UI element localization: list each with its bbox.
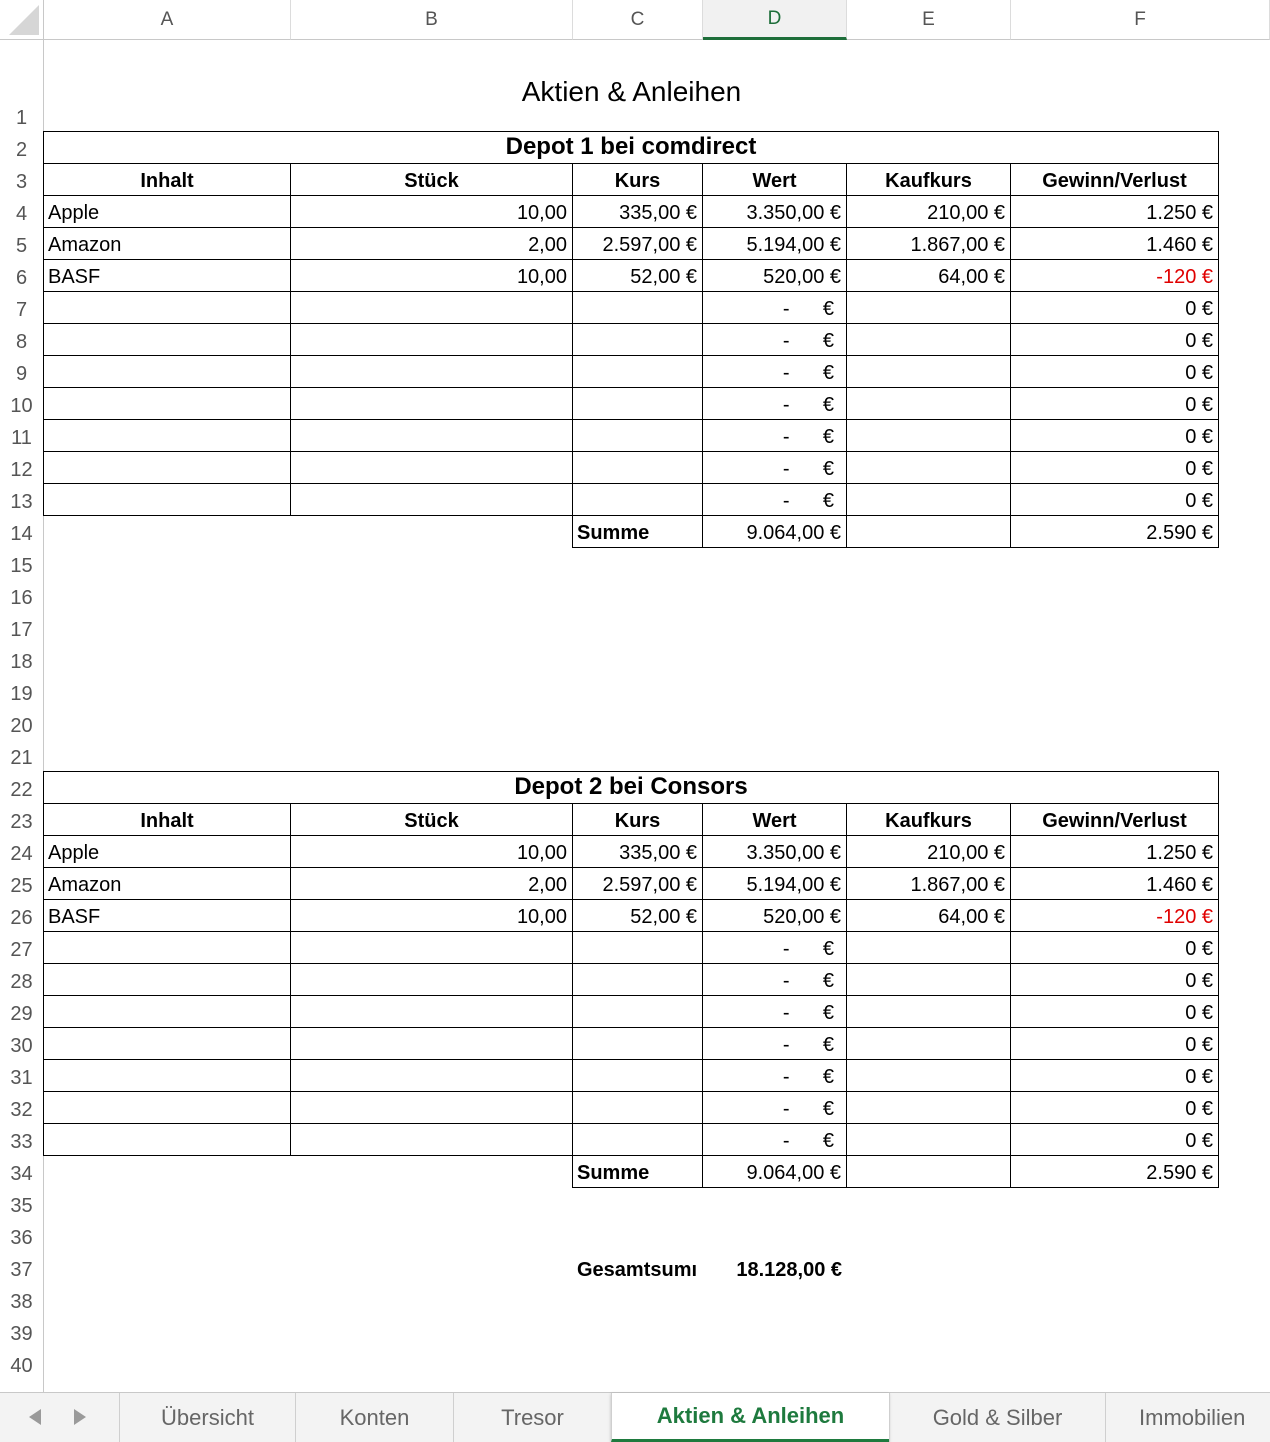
depot-title: Depot 1 bei comdirect — [43, 131, 1219, 164]
row-header[interactable]: 9 — [15, 363, 28, 385]
table-cell-wert[interactable]: 3.350,00 € — [702, 835, 847, 868]
table-cell-stueck[interactable] — [290, 1027, 573, 1060]
table-cell-gv[interactable]: 0 € — [1010, 387, 1219, 420]
table-cell-inhalt[interactable] — [43, 291, 291, 324]
row-header[interactable]: 4 — [15, 203, 28, 225]
column-label-wert: Wert — [702, 803, 847, 836]
row-header[interactable]: 27 — [10, 939, 33, 961]
table-cell-inhalt[interactable] — [43, 931, 291, 964]
table-cell-gv[interactable]: 1.460 € — [1010, 867, 1219, 900]
row-header[interactable]: 12 — [10, 459, 33, 481]
sheet-tab[interactable]: Aktien & Anleihen — [611, 1393, 889, 1442]
table-cell-kaufkurs[interactable] — [846, 451, 1011, 484]
table-cell-kaufkurs[interactable] — [846, 387, 1011, 420]
table-cell-stueck[interactable] — [290, 355, 573, 388]
table-cell-wert[interactable]: - € — [702, 323, 847, 356]
table-cell-kaufkurs[interactable] — [846, 323, 1011, 356]
table-cell-stueck[interactable] — [290, 451, 573, 484]
summe-empty[interactable] — [846, 515, 1011, 548]
table-cell-kurs[interactable] — [572, 1123, 703, 1156]
sheet-tab[interactable]: Immobilien — [1105, 1393, 1270, 1442]
row-header[interactable]: 10 — [10, 395, 33, 417]
sheet-tab[interactable]: Konten — [295, 1393, 453, 1442]
row-header[interactable]: 19 — [10, 683, 33, 705]
row-header[interactable]: 29 — [10, 1003, 33, 1025]
table-cell-stueck[interactable] — [290, 995, 573, 1028]
table-cell-gv[interactable]: 0 € — [1010, 419, 1219, 452]
gesamtsumme-label: Gesamtsumı — [577, 1259, 698, 1281]
table-cell-stueck[interactable]: 2,00 — [290, 227, 573, 260]
table-cell-stueck[interactable] — [290, 419, 573, 452]
table-cell-kaufkurs[interactable]: 64,00 € — [846, 899, 1011, 932]
table-cell-kaufkurs[interactable] — [846, 995, 1011, 1028]
table-cell-inhalt[interactable] — [43, 483, 291, 516]
table-cell-kurs[interactable] — [572, 1059, 703, 1092]
row-header[interactable]: 5 — [15, 235, 28, 257]
column-label-kaufkurs: Kaufkurs — [846, 163, 1011, 196]
row-header[interactable]: 2 — [15, 139, 28, 161]
table-cell-kurs[interactable] — [572, 355, 703, 388]
table-cell-gv[interactable]: 0 € — [1010, 451, 1219, 484]
table-cell-inhalt[interactable] — [43, 355, 291, 388]
table-cell-stueck[interactable] — [290, 323, 573, 356]
table-cell-kurs[interactable] — [572, 1091, 703, 1124]
row-header[interactable]: 3 — [15, 171, 28, 193]
table-cell-inhalt[interactable]: Amazon — [43, 227, 291, 260]
table-cell-wert[interactable]: - € — [702, 483, 847, 516]
table-cell-kurs[interactable] — [572, 323, 703, 356]
row-header[interactable]: 31 — [10, 1067, 33, 1089]
table-cell-wert[interactable]: - € — [702, 1027, 847, 1060]
table-cell-inhalt[interactable] — [43, 387, 291, 420]
row-header[interactable]: 18 — [10, 651, 33, 673]
table-cell-gv[interactable]: 0 € — [1010, 963, 1219, 996]
column-label-kurs: Kurs — [572, 163, 703, 196]
table-cell-kurs[interactable] — [572, 387, 703, 420]
table-cell-stueck[interactable]: 10,00 — [290, 835, 573, 868]
table-cell-kaufkurs[interactable] — [846, 419, 1011, 452]
table-cell-stueck[interactable] — [290, 291, 573, 324]
table-cell-inhalt[interactable]: Apple — [43, 835, 291, 868]
table-cell-inhalt[interactable]: Amazon — [43, 867, 291, 900]
row-header[interactable]: 37 — [10, 1259, 33, 1281]
table-cell-wert[interactable]: - € — [702, 1123, 847, 1156]
sheet-tab[interactable]: Tresor — [453, 1393, 611, 1442]
table-cell-gv[interactable]: 1.460 € — [1010, 227, 1219, 260]
row-header[interactable]: 14 — [10, 523, 33, 545]
table-cell-kurs[interactable] — [572, 963, 703, 996]
table-cell-kaufkurs[interactable] — [846, 1091, 1011, 1124]
row-header[interactable]: 21 — [10, 747, 33, 769]
row-header[interactable]: 7 — [15, 299, 28, 321]
table-cell-inhalt[interactable]: BASF — [43, 259, 291, 292]
triangle-left-icon[interactable] — [25, 1407, 45, 1427]
table-cell-gv[interactable]: 1.250 € — [1010, 835, 1219, 868]
row-header[interactable]: 23 — [10, 811, 33, 833]
table-cell-kurs[interactable]: 52,00 € — [572, 899, 703, 932]
sheet-tab[interactable]: Übersicht — [119, 1393, 295, 1442]
table-cell-kurs[interactable] — [572, 1027, 703, 1060]
table-cell-wert[interactable]: - € — [702, 387, 847, 420]
table-cell-inhalt[interactable] — [43, 451, 291, 484]
table-cell-wert[interactable]: 5.194,00 € — [702, 867, 847, 900]
table-cell-gv[interactable]: 0 € — [1010, 1059, 1219, 1092]
sheet-tab[interactable]: Gold & Silber — [889, 1393, 1105, 1442]
table-cell-inhalt[interactable]: BASF — [43, 899, 291, 932]
table-cell-kaufkurs[interactable] — [846, 291, 1011, 324]
table-cell-kurs[interactable] — [572, 483, 703, 516]
column-header-filler — [1219, 0, 1270, 40]
table-cell-wert[interactable]: - € — [702, 355, 847, 388]
table-cell-inhalt[interactable] — [43, 1123, 291, 1156]
table-cell-stueck[interactable] — [290, 1091, 573, 1124]
table-cell-kaufkurs[interactable]: 210,00 € — [846, 195, 1011, 228]
row-header[interactable]: 35 — [10, 1195, 33, 1217]
table-cell-wert[interactable]: 3.350,00 € — [702, 195, 847, 228]
row-header[interactable]: 15 — [10, 555, 33, 577]
table-cell-stueck[interactable] — [290, 1059, 573, 1092]
table-cell-kaufkurs[interactable] — [846, 1123, 1011, 1156]
table-cell-wert[interactable]: 520,00 € — [702, 899, 847, 932]
table-cell-kurs[interactable] — [572, 995, 703, 1028]
table-cell-inhalt[interactable] — [43, 963, 291, 996]
table-cell-stueck[interactable] — [290, 963, 573, 996]
table-cell-gv[interactable]: 0 € — [1010, 1091, 1219, 1124]
table-cell-kurs[interactable]: 335,00 € — [572, 195, 703, 228]
table-cell-stueck[interactable]: 2,00 — [290, 867, 573, 900]
table-cell-stueck[interactable]: 10,00 — [290, 899, 573, 932]
row-header[interactable]: 38 — [10, 1291, 33, 1313]
table-cell-wert[interactable]: - € — [702, 451, 847, 484]
depot-title: Depot 2 bei Consors — [43, 771, 1219, 804]
table-cell-wert[interactable]: - € — [702, 1059, 847, 1092]
column-label-kurs: Kurs — [572, 803, 703, 836]
column-header-b[interactable]: B — [291, 0, 573, 40]
row-header[interactable]: 8 — [15, 331, 28, 353]
table-cell-kaufkurs[interactable]: 64,00 € — [846, 259, 1011, 292]
column-header-e[interactable]: E — [847, 0, 1011, 40]
column-label-gv: Gewinn/Verlust — [1010, 803, 1219, 836]
table-cell-kurs[interactable] — [572, 291, 703, 324]
summe-gewinn-verlust[interactable]: 2.590 € — [1010, 1155, 1219, 1188]
row-header[interactable]: 24 — [10, 843, 33, 865]
row-header[interactable]: 11 — [11, 427, 32, 449]
column-header-f[interactable]: F — [1011, 0, 1270, 40]
table-cell-kurs[interactable] — [572, 419, 703, 452]
column-label-stueck: Stück — [290, 803, 573, 836]
column-label-inhalt: Inhalt — [43, 803, 291, 836]
column-header-c[interactable]: C — [573, 0, 703, 40]
table-cell-stueck[interactable] — [290, 387, 573, 420]
summe-wert[interactable]: 9.064,00 € — [702, 1155, 847, 1188]
table-cell-kaufkurs[interactable]: 210,00 € — [846, 835, 1011, 868]
row-header[interactable]: 6 — [15, 267, 28, 289]
row-header[interactable]: 17 — [10, 619, 33, 641]
column-label-inhalt: Inhalt — [43, 163, 291, 196]
table-cell-wert[interactable]: - € — [702, 419, 847, 452]
table-cell-kurs[interactable]: 335,00 € — [572, 835, 703, 868]
table-cell-inhalt[interactable] — [43, 419, 291, 452]
table-cell-kaufkurs[interactable] — [846, 1059, 1011, 1092]
row-header[interactable]: 16 — [10, 587, 33, 609]
table-cell-gv[interactable]: 1.250 € — [1010, 195, 1219, 228]
table-cell-stueck[interactable] — [290, 931, 573, 964]
table-cell-stueck[interactable]: 10,00 — [290, 195, 573, 228]
column-label-stueck: Stück — [290, 163, 573, 196]
table-cell-gv[interactable]: 0 € — [1010, 1123, 1219, 1156]
gesamtsumme-value[interactable]: 18.128,00 € — [736, 1259, 842, 1281]
row-header[interactable]: 30 — [10, 1035, 33, 1057]
summe-label: Summe — [572, 515, 703, 548]
table-cell-stueck[interactable] — [290, 483, 573, 516]
table-cell-gv[interactable]: 0 € — [1010, 323, 1219, 356]
row-header[interactable]: 32 — [10, 1099, 33, 1121]
table-cell-inhalt[interactable]: Apple — [43, 195, 291, 228]
summe-empty[interactable] — [846, 1155, 1011, 1188]
summe-gewinn-verlust[interactable]: 2.590 € — [1010, 515, 1219, 548]
table-cell-inhalt[interactable] — [43, 995, 291, 1028]
table-cell-gv[interactable]: 0 € — [1010, 931, 1219, 964]
row-header[interactable]: 1 — [15, 107, 28, 129]
row-header[interactable]: 33 — [10, 1131, 33, 1153]
table-cell-kaufkurs[interactable] — [846, 931, 1011, 964]
table-cell-wert[interactable]: - € — [702, 291, 847, 324]
table-cell-stueck[interactable]: 10,00 — [290, 259, 573, 292]
table-cell-wert[interactable]: - € — [702, 1091, 847, 1124]
table-cell-kurs[interactable]: 2.597,00 € — [572, 227, 703, 260]
table-cell-wert[interactable]: - € — [702, 995, 847, 1028]
row-header[interactable]: 34 — [10, 1163, 33, 1185]
table-cell-wert[interactable]: - € — [702, 963, 847, 996]
table-cell-inhalt[interactable] — [43, 1059, 291, 1092]
table-cell-wert[interactable]: 5.194,00 € — [702, 227, 847, 260]
table-cell-gv[interactable]: 0 € — [1010, 291, 1219, 324]
column-label-kaufkurs: Kaufkurs — [846, 803, 1011, 836]
select-all-icon — [9, 5, 39, 35]
table-cell-stueck[interactable] — [290, 1123, 573, 1156]
table-cell-wert[interactable]: 520,00 € — [702, 259, 847, 292]
column-label-gv: Gewinn/Verlust — [1010, 163, 1219, 196]
table-cell-kurs[interactable]: 52,00 € — [572, 259, 703, 292]
table-cell-kaufkurs[interactable] — [846, 355, 1011, 388]
sheet-title: Aktien & Anleihen — [521, 76, 742, 107]
table-cell-kaufkurs[interactable] — [846, 483, 1011, 516]
row-header[interactable]: 22 — [10, 779, 33, 801]
table-cell-kurs[interactable] — [572, 451, 703, 484]
summe-label: Summe — [572, 1155, 703, 1188]
table-cell-inhalt[interactable] — [43, 1027, 291, 1060]
table-cell-gv[interactable]: -120 € — [1010, 259, 1219, 292]
table-cell-kurs[interactable] — [572, 931, 703, 964]
table-cell-gv[interactable]: 0 € — [1010, 1027, 1219, 1060]
table-cell-gv[interactable]: -120 € — [1010, 899, 1219, 932]
table-cell-gv[interactable]: 0 € — [1010, 995, 1219, 1028]
table-cell-inhalt[interactable] — [43, 1091, 291, 1124]
table-cell-inhalt[interactable] — [43, 323, 291, 356]
row-header[interactable]: 40 — [10, 1355, 33, 1377]
table-cell-kaufkurs[interactable]: 1.867,00 € — [846, 227, 1011, 260]
row-header[interactable]: 13 — [10, 491, 33, 513]
table-cell-kaufkurs[interactable] — [846, 1027, 1011, 1060]
row-header[interactable]: 39 — [10, 1323, 33, 1345]
row-header[interactable]: 26 — [10, 907, 33, 929]
summe-wert[interactable]: 9.064,00 € — [702, 515, 847, 548]
table-cell-kurs[interactable]: 2.597,00 € — [572, 867, 703, 900]
column-header-a[interactable]: A — [44, 0, 291, 40]
table-cell-kaufkurs[interactable]: 1.867,00 € — [846, 867, 1011, 900]
table-cell-gv[interactable]: 0 € — [1010, 483, 1219, 516]
table-cell-gv[interactable]: 0 € — [1010, 355, 1219, 388]
column-header-d[interactable]: D — [703, 0, 847, 40]
row-header[interactable]: 36 — [10, 1227, 33, 1249]
row-header[interactable]: 20 — [10, 715, 33, 737]
row-header[interactable]: 28 — [10, 971, 33, 993]
select-all-corner[interactable] — [0, 0, 44, 40]
triangle-right-icon[interactable] — [70, 1407, 90, 1427]
table-cell-wert[interactable]: - € — [702, 931, 847, 964]
row-header[interactable]: 25 — [10, 875, 33, 897]
table-cell-kaufkurs[interactable] — [846, 963, 1011, 996]
column-label-wert: Wert — [702, 163, 847, 196]
sheet-tab-bar — [0, 1392, 1270, 1442]
